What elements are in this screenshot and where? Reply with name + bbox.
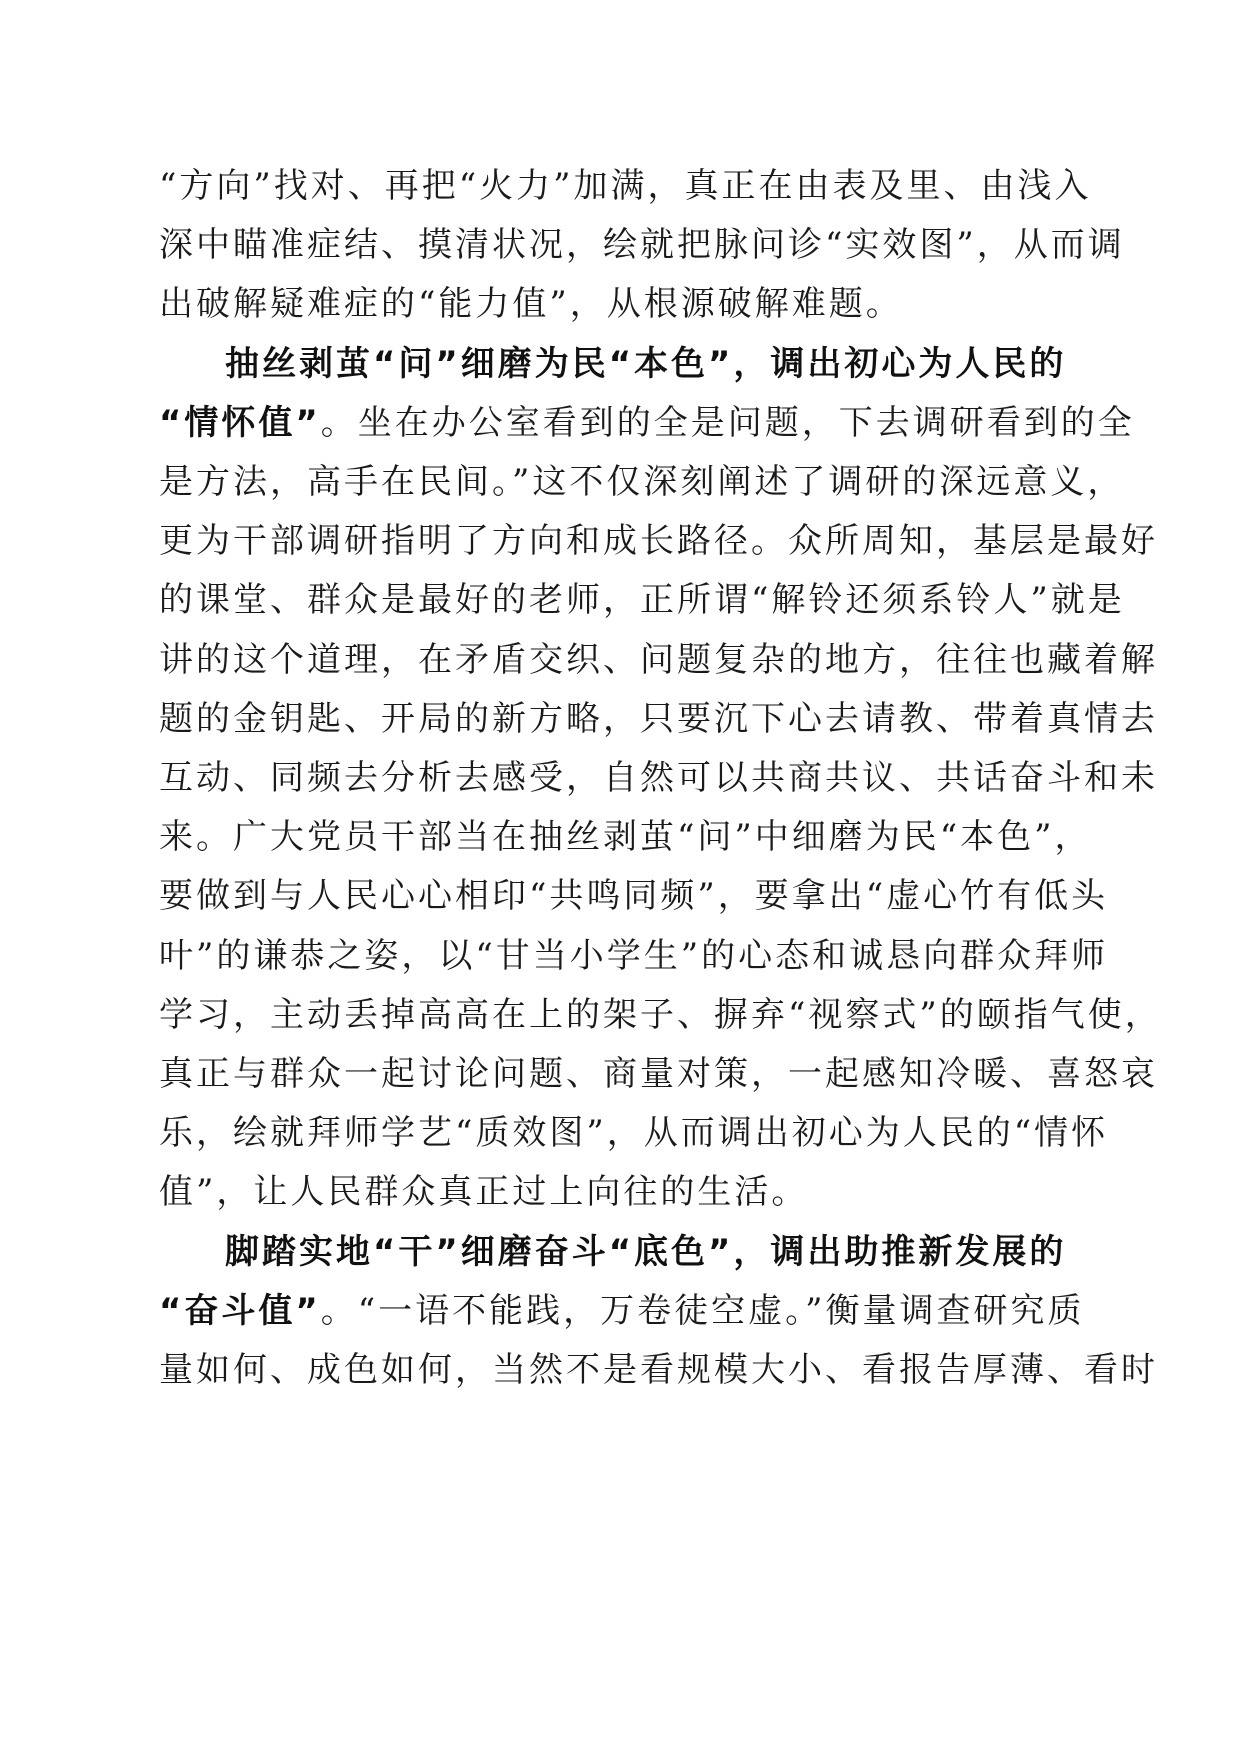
body-text: 的课堂、群众是最好的老师，正所谓“解铃还须系铃人”就是: [159, 580, 1125, 621]
text-line: [159, 515, 1158, 567]
text-line: [159, 870, 1108, 922]
body-text: 。坐在办公室看到的全是问题，下去调研看到的全: [320, 402, 1135, 443]
body-text: 讲的这个道理，在矛盾交织、问题复杂的地方，往往也藏着解: [159, 639, 1158, 680]
text-line: [159, 1048, 1158, 1100]
text-line: [159, 278, 903, 330]
body-text: 来。广大党员干部当在抽丝剥茧“问”中细磨为民“本色”，: [159, 817, 1092, 858]
text-line: [159, 1344, 1158, 1396]
text-line: [159, 752, 1158, 804]
body-text: 深中瞄准症结、摸清状况，绘就把脉问诊“实效图”，从而调: [159, 225, 1125, 266]
text-line: [159, 1107, 1108, 1159]
text-line: [159, 456, 1124, 508]
body-text: 值”，让人民群众真正过上向往的生活。: [159, 1172, 809, 1213]
bold-heading-text: 脚踏实地“干”细磨奋斗“底色”，调出助推新发展的: [225, 1231, 1067, 1272]
text-line: [159, 634, 1158, 686]
text-line: [159, 1166, 808, 1218]
text-line: [159, 1285, 1084, 1337]
text-line: [159, 811, 1092, 863]
bold-heading-text: “奋斗值”: [159, 1290, 321, 1331]
bold-heading-text: “情怀值”: [159, 402, 321, 443]
text-line: [159, 574, 1125, 626]
body-text: 。“一语不能践，万卷徒空虚。”衡量调查研究质: [320, 1290, 1085, 1331]
body-text: 要做到与人民心心相印“共鸣同频”，要拿出“虚心竹有低头: [159, 876, 1109, 917]
text-line: [159, 219, 1125, 271]
body-text: 出破解疑难症的“能力值”，从根源破解难题。: [159, 284, 903, 325]
body-text: 题的金钥匙、开局的新方略，只要沉下心去请教、带着真情去: [159, 698, 1158, 739]
text-line: [159, 693, 1158, 745]
body-text: 量如何、成色如何，当然不是看规模大小、看报告厚薄、看时: [159, 1350, 1158, 1390]
body-text: 是方法，高手在民间。”这不仅深刻阐述了调研的深远意义，: [159, 462, 1125, 502]
body-text: 真正与群众一起讨论问题、商量对策，一起感知冷暖、喜怒哀: [159, 1054, 1158, 1094]
body-text: “方向”找对、再把“火力”加满，真正在由表及里、由浅入: [159, 166, 1092, 206]
body-text: 互动、同频去分析去感受，自然可以共商共议、共话奋斗和未: [159, 758, 1158, 798]
text-line: [225, 1226, 1066, 1278]
body-text: 学习，主动丢掉高高在上的架子、摒弃“视察式”的颐指气使，: [159, 994, 1162, 1035]
bold-heading-text: 抽丝剥茧“问”细磨为民“本色”，调出初心为人民的: [225, 343, 1067, 384]
body-text: 更为干部调研指明了方向和成长路径。众所周知，基层是最好: [159, 521, 1158, 562]
text-line: [159, 989, 1162, 1041]
text-line: [159, 930, 1108, 982]
body-text: 乐，绘就拜师学艺“质效图”，从而调出初心为人民的“情怀: [159, 1113, 1109, 1154]
text-line: [159, 160, 1092, 212]
text-line: [159, 397, 1135, 449]
body-text: 叶”的谦恭之姿，以“甘当小学生”的心态和诚恳向群众拜师: [159, 935, 1109, 976]
text-line: [225, 338, 1066, 390]
